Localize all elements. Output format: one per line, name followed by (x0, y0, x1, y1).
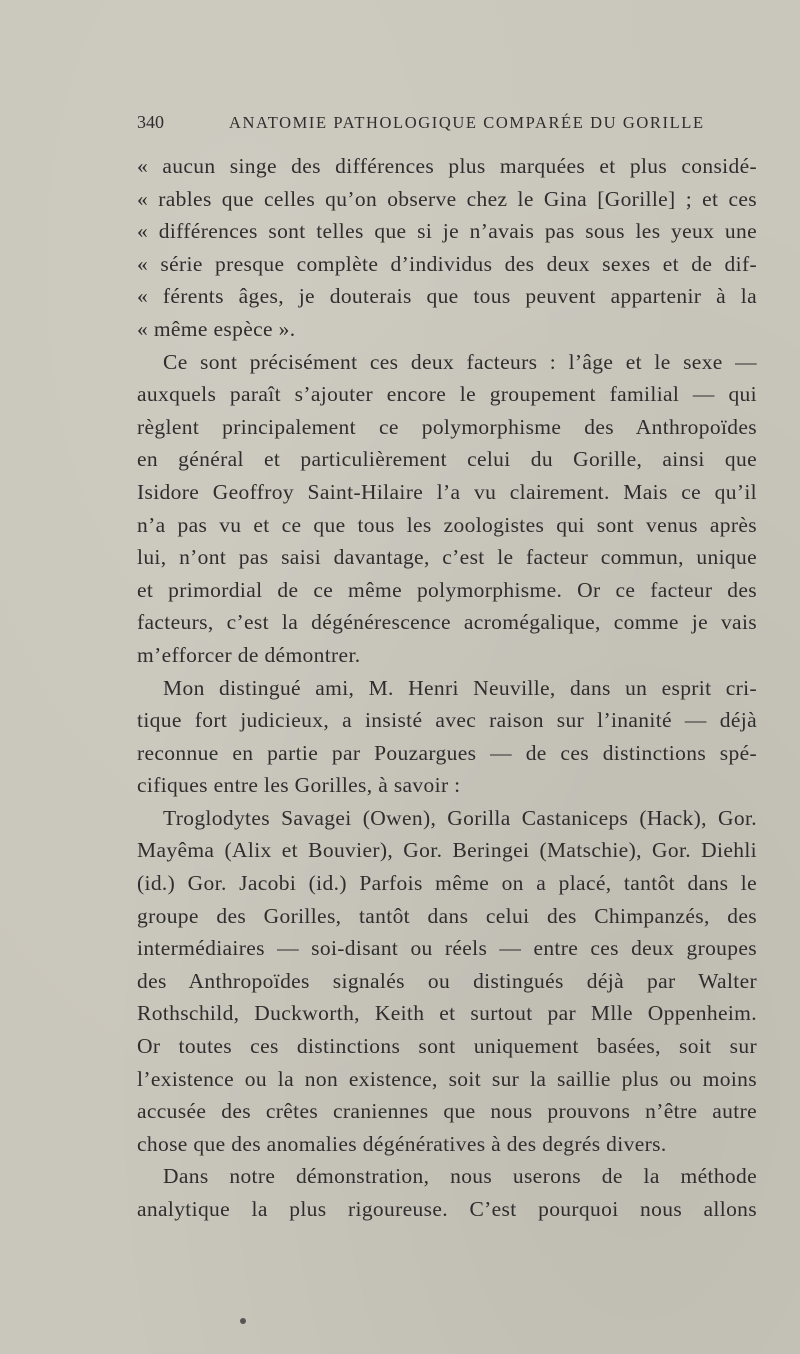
text-line: auxquels paraît s’ajouter encore le groupement familial — qui (137, 382, 757, 407)
text-line: Ce sont précisément ces deux facteurs : l’âge et le sexe — (163, 349, 757, 374)
text-line: en général et particulièrement celui du Gorille, ainsi que (137, 447, 757, 472)
text-line: Dans notre démonstration, nous userons de la méthode (163, 1164, 757, 1189)
text-line: tique fort judicieux, a insisté avec raison sur l’inanité — déjà (137, 708, 757, 733)
running-title: ANATOMIE PATHOLOGIQUE COMPARÉE DU GORILLE (229, 113, 705, 132)
text-line: « férents âges, je douterais que tous peuvent appartenir à la (137, 284, 757, 309)
text-line: et primordial de ce même polymorphisme. Or ce facteur des (137, 577, 757, 602)
text-line: reconnue en partie par Pouzargues — de ces distinctions spé- (137, 740, 757, 765)
body-text (137, 150, 757, 1226)
text-line: « différences sont telles que si je n’avais pas sous les yeux une (137, 219, 757, 244)
running-head (137, 112, 757, 150)
text-line: m’efforcer de démontrer. (137, 642, 361, 667)
text-line: accusée des crêtes craniennes que nous prouvons n’être autre (137, 1099, 757, 1124)
text-line: (id.) Gor. Jacobi (id.) Parfois même on a placé, tantôt dans le (137, 871, 757, 896)
book-page (137, 112, 757, 1226)
ink-speck (240, 1318, 246, 1324)
text-line: Mayêma (Alix et Bouvier), Gor. Beringei (Matschie), Gor. Diehli (137, 838, 757, 863)
text-line: n’a pas vu et ce que tous les zoologistes qui sont venus après (137, 512, 757, 537)
text-line: règlent principalement ce polymorphisme des Anthropoïdes (137, 414, 757, 439)
text-line: chose que des anomalies dégénératives à des degrés divers. (137, 1131, 667, 1156)
text-line: intermédiaires — soi-disant ou réels — entre ces deux groupes (137, 936, 757, 961)
text-line: Rothschild, Duckworth, Keith et surtout par Mlle Oppenheim. (137, 1001, 757, 1026)
text-line: cifiques entre les Gorilles, à savoir : (137, 773, 461, 798)
page-number: 340 (137, 112, 164, 132)
text-line: Mon distingué ami, M. Henri Neuville, dans un esprit cri- (163, 675, 757, 700)
text-line: « série presque complète d’individus des deux sexes et de dif- (137, 251, 757, 276)
text-line: Isidore Geoffroy Saint-Hilaire l’a vu clairement. Mais ce qu’il (137, 479, 757, 504)
text-line: « même espèce ». (137, 316, 296, 341)
text-line: l’existence ou la non existence, soit sur la saillie plus ou moins (137, 1066, 757, 1091)
text-line: Or toutes ces distinctions sont uniquement basées, soit sur (137, 1034, 757, 1059)
text-line: facteurs, c’est la dégénérescence acromégalique, comme je vais (137, 610, 757, 635)
text-line: groupe des Gorilles, tantôt dans celui des Chimpanzés, des (137, 903, 757, 928)
text-line: lui, n’ont pas saisi davantage, c’est le facteur commun, unique (137, 545, 757, 570)
text-line: « rables que celles qu’on observe chez le Gina [Gorille] ; et ces (137, 186, 757, 211)
text-line: analytique la plus rigoureuse. C’est pourquoi nous allons (137, 1197, 757, 1221)
text-line: « aucun singe des différences plus marquées et plus considé- (137, 154, 757, 178)
text-line: Troglodytes Savagei (Owen), Gorilla Castaniceps (Hack), Gor. (163, 805, 757, 830)
text-line: des Anthropoïdes signalés ou distingués déjà par Walter (137, 968, 757, 993)
